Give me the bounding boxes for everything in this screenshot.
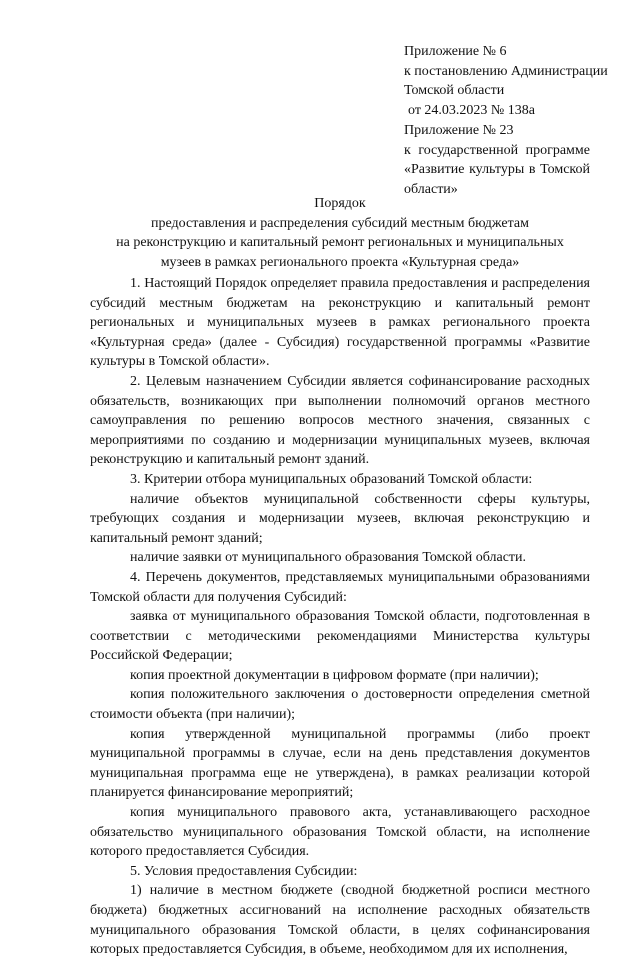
paragraph-1: 1. Настоящий Порядок определяет правила предоставления и распределения субсидий местным бюджетам на реконструкцию и капитальный ремонт региональных и муниципальных музеев в рамках регионального проекта «Культурная среда» (далее - Субсидия) государственной программы «Развитие культуры в Томской области». <box>90 276 590 370</box>
appendix-6-line: от 24.03.2023 № 138а <box>408 102 536 118</box>
document-title <box>90 194 590 272</box>
paragraph-4: 4. Перечень документов, представляемых муниципальными образованиями Томской области для получения Субсидий: <box>90 569 590 605</box>
paragraph-2: 2. Целевым назначением Субсидии является софинансирование расходных обязательств, возникающих при выполнении полномочий органов местного самоуправления по решению вопросов местного значения, связанных с мероприятиями по созданию и модернизации муниципальных музеев, включая реконструкцию и капитальный ремонт зданий. <box>90 373 590 468</box>
title-line: музеев в рамках регионального проекта «Культурная среда» <box>160 254 520 270</box>
document-item: копия положительного заключения о достоверности определения сметной стоимости объекта (при наличии); <box>90 687 590 723</box>
appendix-6-note <box>404 42 608 120</box>
document-item: копия муниципального правового акта, устанавливающего расходное обязательство муниципального образования Томской области, на исполнение которого предоставляется Субсидия. <box>90 805 590 860</box>
document-item: копия проектной документации в цифровом формате (при наличии); <box>130 667 539 683</box>
paragraph-3: 3. Критерии отбора муниципальных образований Томской области: <box>130 471 533 487</box>
appendix-23-line: «Развитие культуры в Томской <box>404 162 590 178</box>
appendix-23-line: Приложение № 23 <box>404 123 514 138</box>
title-line: на реконструкцию и капитальный ремонт региональных и муниципальных <box>116 235 564 251</box>
title-line: предоставления и распределения субсидий местным бюджетам <box>150 215 529 231</box>
title-line: Порядок <box>314 196 366 211</box>
appendix-23-line: к государственной программе <box>404 142 590 158</box>
criteria-item: наличие объектов муниципальной собственности сферы культуры, требующих создания и модернизации музеев, включая реконструкцию и капитальный ремонт зданий; <box>90 491 590 546</box>
document-item: копия утвержденной муниципальной программы (либо проект муниципальной программы в случае, если на день представления документов муниципальная программа еще не утверждена), в рамках реализации которой планируется финансирование мероприятий; <box>90 726 590 801</box>
condition-item: 1) наличие в местном бюджете (сводной бюджетной росписи местного бюджета) бюджетных ассигнований на исполнение расходных обязательств муниципального образования Томской области, в целях софинансирования которых предоставляется Субсидия, в объеме, необходимом для их исполнения, <box>90 883 590 958</box>
appendix-6-line: Приложение № 6 <box>404 44 507 59</box>
paragraph-5: 5. Условия предоставления Субсидии: <box>130 863 358 879</box>
appendix-23-line: области» <box>404 181 458 197</box>
document-body <box>90 274 590 960</box>
appendix-23-note <box>404 121 590 199</box>
appendix-6-line: к постановлению Администрации <box>404 63 608 79</box>
document-item: заявка от муниципального образования Томской области, подготовленная в соответствии с методическими рекомендациями Министерства культуры Российской Федерации; <box>90 609 590 664</box>
appendix-6-line: Томской области <box>404 83 505 99</box>
criteria-item: наличие заявки от муниципального образования Томской области. <box>130 550 527 566</box>
